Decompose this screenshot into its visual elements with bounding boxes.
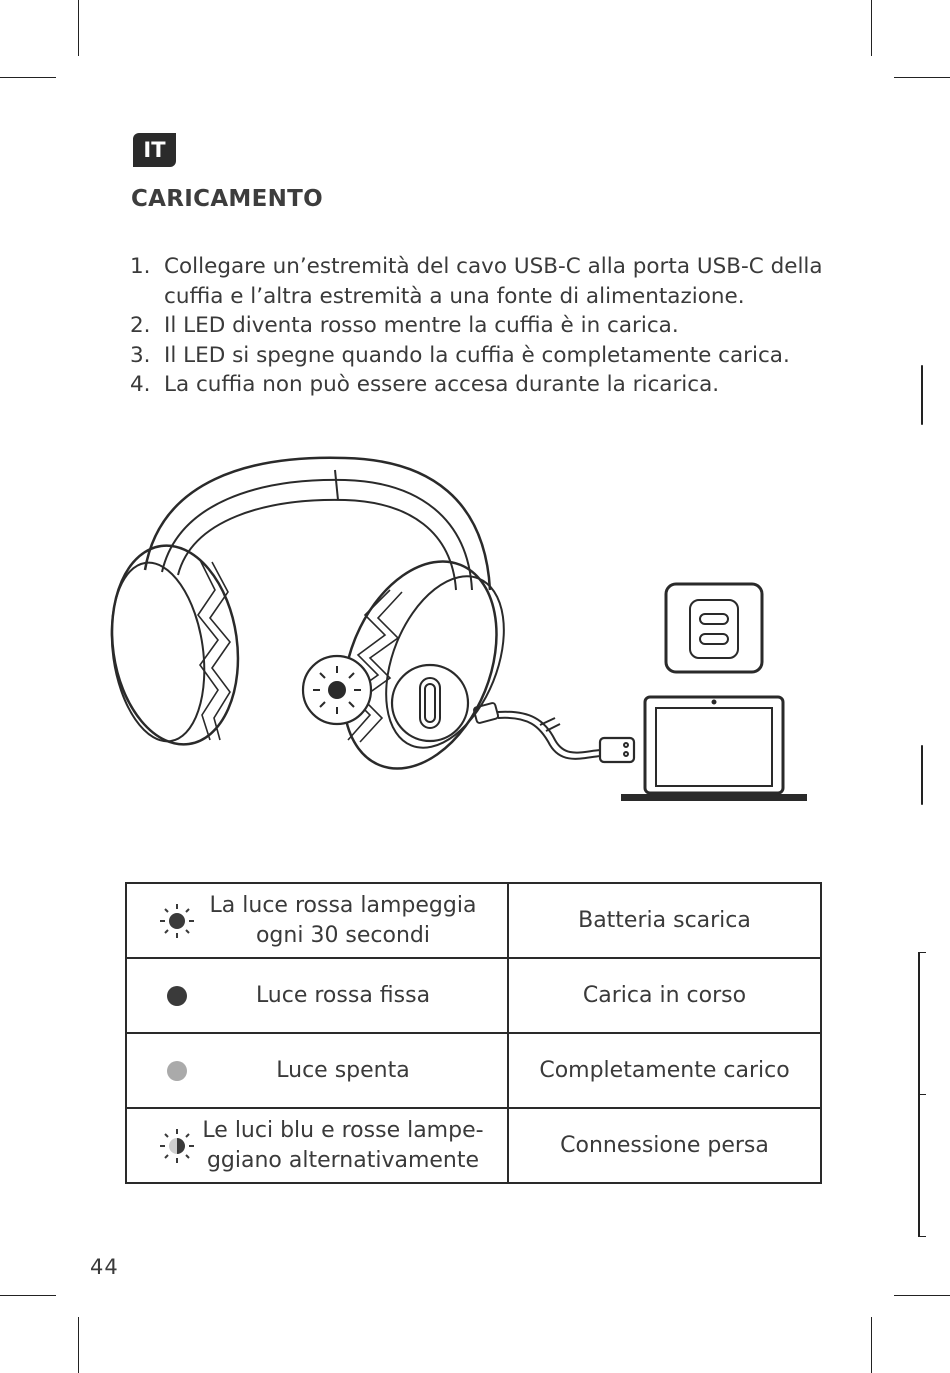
headphones-icon xyxy=(100,458,527,792)
status-cell: Connessione persa xyxy=(508,1108,821,1183)
indicator-text: Luce spenta xyxy=(276,1057,410,1083)
table-row xyxy=(126,1108,821,1183)
crop-mark xyxy=(0,77,56,78)
usb-c-port-icon xyxy=(392,665,468,741)
indicator-text: Le luci blu e rosse lampe-ggiano alternativamente xyxy=(202,1117,484,1173)
crop-mark xyxy=(894,77,950,78)
table-row xyxy=(126,1033,821,1108)
indicator-cell xyxy=(126,1108,508,1183)
edge-mark xyxy=(921,365,923,425)
list-item xyxy=(130,311,850,341)
laptop-icon xyxy=(622,697,806,800)
crop-mark xyxy=(871,1317,872,1373)
crop-mark xyxy=(78,0,79,56)
wall-charger-icon xyxy=(666,584,762,672)
indicator-cell xyxy=(126,883,508,958)
charging-steps-list xyxy=(130,252,850,400)
crop-mark xyxy=(894,1295,950,1296)
indicator-text: Luce rossa fissa xyxy=(255,982,431,1008)
step-text: Collegare un’estremità del cavo USB-C alla porta USB-C della cuffia e l’altra estremità a una fonte di alimentazione. xyxy=(164,254,823,309)
step-number: 4. xyxy=(130,372,151,397)
step-text: La cuffia non può essere accesa durante la ricarica. xyxy=(164,372,720,397)
step-number: 2. xyxy=(130,313,151,338)
step-text: Il LED si spegne quando la cuffia è completamente carica. xyxy=(164,342,790,368)
list-item xyxy=(130,370,850,400)
charging-illustration xyxy=(100,440,820,810)
indicator-text: La luce rossa lampeggia ogni 30 secondi xyxy=(209,892,477,948)
page-title: CARICAMENTO xyxy=(131,186,324,212)
step-number: 1. xyxy=(130,254,151,279)
page-number: 44 xyxy=(90,1255,119,1279)
crop-mark xyxy=(0,1295,56,1296)
usb-cable-icon xyxy=(473,702,634,762)
crop-mark xyxy=(78,1317,79,1373)
crop-mark xyxy=(871,0,872,56)
edge-mark xyxy=(918,1236,926,1237)
step-number: 3. xyxy=(130,342,151,368)
list-item xyxy=(130,252,850,311)
table-row xyxy=(126,883,821,958)
step-text: Il LED diventa rosso mentre la cuffia è in carica. xyxy=(164,313,679,338)
language-badge: IT xyxy=(133,133,176,167)
status-cell: Carica in corso xyxy=(508,958,821,1033)
status-cell: Batteria scarica xyxy=(508,883,821,958)
led-indicator-icon xyxy=(303,656,371,724)
led-status-table xyxy=(125,882,822,1184)
table-row xyxy=(126,958,821,1033)
indicator-cell xyxy=(126,1033,508,1108)
led-solid-red-icon xyxy=(157,976,197,1016)
led-blinking-red-icon xyxy=(157,901,197,941)
led-alternating-blue-red-icon xyxy=(157,1126,197,1166)
edge-mark xyxy=(918,952,926,953)
status-cell: Completamente carico xyxy=(508,1033,821,1108)
list-item xyxy=(130,341,850,371)
edge-mark xyxy=(918,1094,926,1095)
led-off-icon xyxy=(157,1051,197,1091)
edge-mark xyxy=(921,745,923,805)
indicator-cell xyxy=(126,958,508,1033)
